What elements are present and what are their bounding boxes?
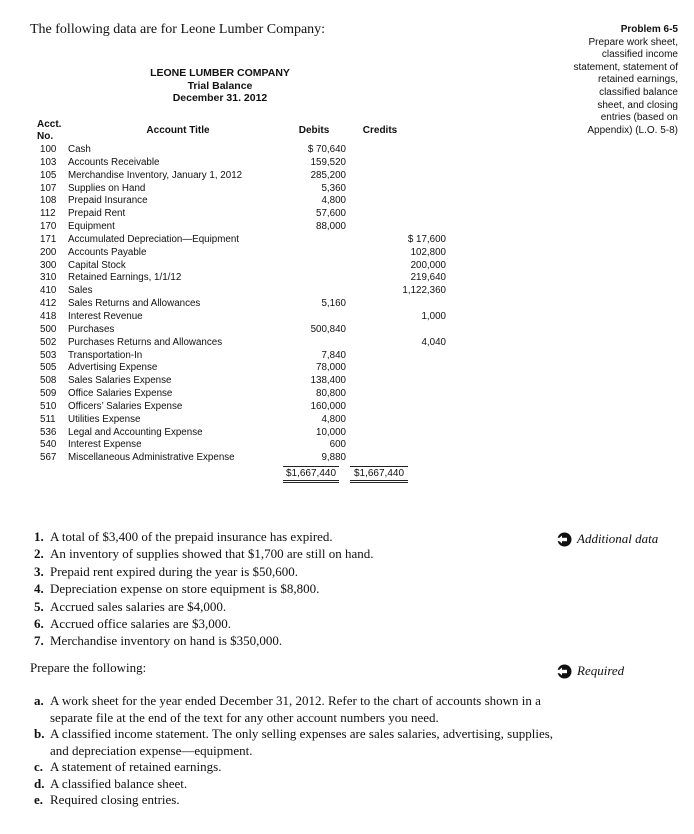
account-number: 410 (40, 285, 57, 297)
item-text: Accrued sales salaries are $4,000. (50, 598, 227, 614)
account-number: 508 (40, 375, 57, 387)
table-row (40, 144, 410, 157)
list-item (34, 528, 454, 545)
table-row (40, 246, 446, 260)
item-number: 1. (34, 529, 44, 544)
credit-amount: 4,040 (421, 336, 446, 348)
table-row (40, 183, 410, 196)
report-date: December 31. 2012 (172, 92, 268, 104)
debit-amount: 57,600 (316, 208, 346, 220)
credit-total: $1,667,440 (350, 466, 408, 483)
account-number: 171 (40, 233, 57, 245)
item-text: An inventory of supplies showed that $1,700 are still on hand. (50, 546, 374, 562)
debit-amount: 600 (329, 439, 346, 451)
item-number: 6. (34, 616, 44, 632)
required-tag (556, 663, 624, 679)
debit-amount: 5,160 (321, 298, 346, 310)
table-row (40, 157, 410, 170)
problem-sidebar (572, 24, 678, 137)
item-letter: a. (34, 693, 44, 708)
acct-header-line2: No. (37, 131, 54, 142)
credit-amount: 219,640 (410, 272, 446, 284)
account-title: Cash (68, 144, 91, 155)
account-number: 540 (40, 439, 57, 451)
debit-amount: 9,880 (321, 452, 346, 464)
table-row (40, 350, 410, 363)
account-number: 567 (40, 452, 57, 464)
account-title: Prepaid Rent (68, 208, 126, 220)
debit-amount: 160,000 (310, 400, 346, 412)
account-number: 511 (40, 413, 56, 425)
account-title: Advertising Expense (68, 362, 158, 374)
account-title: Prepaid Insurance (68, 195, 148, 207)
item-number: 4. (34, 581, 44, 597)
credit-amount: 200,000 (410, 259, 446, 271)
table-row (40, 414, 410, 427)
account-title: Sales (68, 285, 93, 297)
account-title: Interest Revenue (68, 310, 143, 322)
account-number: 510 (40, 400, 57, 412)
list-item (34, 792, 554, 809)
item-text: Accrued office salaries are $3,000. (50, 616, 231, 632)
account-number: 105 (40, 169, 57, 181)
account-title: Interest Expense (68, 439, 142, 451)
table-row (40, 170, 410, 183)
table-row (40, 336, 446, 350)
debit-amount: 80,800 (316, 388, 346, 400)
table-row (40, 233, 446, 247)
account-title-header: Account Title (146, 125, 210, 136)
prepare-heading: Prepare the following: (30, 660, 147, 675)
account-number: 300 (40, 259, 57, 271)
item-letter: b. (34, 726, 45, 741)
table-row (40, 310, 446, 324)
debit-amount: 138,400 (310, 375, 346, 387)
item-number: 7. (34, 633, 44, 649)
debits-header: Debits (298, 125, 330, 136)
table-row (40, 401, 410, 414)
debit-amount: 4,800 (321, 195, 346, 207)
account-title: Capital Stock (68, 259, 126, 271)
account-title: Accounts Payable (68, 246, 147, 258)
item-letter: d. (34, 775, 45, 791)
account-number: 310 (40, 272, 57, 284)
item-number: 2. (34, 546, 44, 562)
account-title: Officers’ Salaries Expense (68, 400, 183, 412)
account-number: 505 (40, 362, 57, 374)
table-row (40, 452, 410, 465)
account-number: 536 (40, 426, 57, 438)
list-item (34, 759, 554, 776)
debit-amount: 7,840 (321, 349, 346, 361)
item-text: Merchandise inventory on hand is $350,000. (50, 633, 283, 649)
credit-amount: 1,122,360 (402, 285, 446, 297)
account-number: 412 (40, 298, 57, 310)
item-text: Required closing entries. (50, 792, 180, 807)
item-number: 3. (34, 563, 44, 579)
credit-amount: $ 17,600 (407, 233, 446, 245)
account-title: Purchases Returns and Allowances (68, 336, 223, 348)
debit-amount: 159,520 (310, 156, 346, 168)
acct-no-header (37, 119, 61, 143)
intro-text: The following data are for Leone Lumber Company: (30, 22, 326, 37)
arrow-circle-icon (556, 664, 573, 679)
list-item (34, 580, 454, 597)
table-row (40, 375, 410, 388)
table-row (40, 298, 410, 311)
debit-amount: 78,000 (316, 362, 346, 374)
account-title: Retained Earnings, 1/1/12 (68, 272, 182, 284)
item-text: A total of $3,400 of the prepaid insurance has expired. (50, 529, 333, 544)
table-row (40, 221, 410, 234)
required-label: Required (577, 663, 625, 678)
table-row (40, 388, 410, 401)
account-number: 112 (40, 208, 56, 220)
item-text: Prepaid rent expired during the year is $50,600. (50, 563, 299, 579)
list-item (34, 563, 454, 580)
account-title: Purchases (68, 323, 115, 335)
list-item (34, 632, 454, 649)
table-row (40, 439, 410, 452)
table-row (40, 324, 410, 337)
table-row (40, 272, 446, 285)
account-number: 100 (40, 144, 57, 155)
required-list (34, 693, 554, 809)
item-letter: e. (34, 792, 44, 807)
table-row (40, 259, 446, 273)
additional-data-label: Additional data (577, 531, 659, 546)
list-item (34, 693, 554, 726)
account-number: 503 (40, 349, 57, 361)
item-text: Depreciation expense on store equipment is $8,800. (50, 581, 320, 597)
list-item (34, 776, 554, 793)
debit-amount: 5,360 (321, 182, 346, 194)
company-name: LEONE LUMBER COMPANY (150, 67, 290, 79)
item-text: A classified balance sheet. (50, 775, 188, 791)
report-name: Trial Balance (187, 79, 253, 92)
account-title: Legal and Accounting Expense (68, 426, 203, 438)
credits-header: Credits (362, 125, 398, 136)
debit-amount: 285,200 (310, 169, 346, 181)
account-title: Supplies on Hand (68, 182, 146, 194)
acct-header-line1: Acct. (37, 119, 62, 130)
debit-amount: 4,800 (321, 413, 346, 425)
additional-data-list (34, 528, 454, 650)
credit-amount: 1,000 (421, 310, 446, 322)
credit-amount: 102,800 (410, 246, 446, 258)
problem-description: Prepare work sheet, classified income statement, statement of retained earnings, classified balance sheet, and closing entries (based on Appendix) (L.O. 5-8) (573, 36, 678, 136)
list-item (34, 726, 554, 759)
account-title: Accounts Receivable (68, 156, 160, 168)
account-title: Sales Returns and Allowances (68, 298, 201, 310)
trial-balance-table (40, 144, 446, 465)
additional-data-tag (556, 531, 658, 547)
account-title: Equipment (68, 221, 115, 233)
table-row (40, 362, 410, 375)
account-title: Utilities Expense (68, 413, 141, 425)
account-number: 107 (40, 182, 57, 194)
list-item (34, 545, 454, 562)
account-number: 509 (40, 388, 57, 400)
account-title: Transportation-In (68, 349, 143, 361)
debit-amount: 88,000 (316, 221, 346, 233)
debit-amount: 500,840 (310, 323, 346, 335)
totals-row (283, 466, 409, 481)
debit-total: $1,667,440 (283, 466, 339, 483)
debit-amount: $ 70,640 (307, 144, 346, 155)
account-number: 108 (40, 195, 57, 207)
account-number: 103 (40, 156, 57, 168)
item-number: 5. (34, 598, 44, 614)
account-title: Sales Salaries Expense (68, 375, 172, 387)
account-title: Merchandise Inventory, January 1, 2012 (68, 169, 243, 181)
item-text: A classified income statement. The only selling expenses are sales salaries, advertising, supplies, and depreciation expense—equipment. (50, 726, 554, 758)
account-number: 170 (40, 221, 57, 233)
account-number: 502 (40, 336, 57, 348)
item-text: A work sheet for the year ended December 31, 2012. Refer to the chart of accounts shown in a separate file at the end of the text for any other account numbers you need. (50, 693, 541, 725)
arrow-circle-icon (556, 532, 573, 547)
list-item (34, 598, 454, 615)
table-row (40, 427, 410, 440)
account-title: Accumulated Depreciation—Equipment (68, 233, 239, 245)
statement-heading (110, 67, 330, 105)
table-row (40, 208, 410, 221)
item-letter: c. (34, 759, 44, 774)
account-number: 500 (40, 323, 57, 335)
table-row (40, 195, 410, 208)
item-text: A statement of retained earnings. (50, 759, 222, 774)
debit-amount: 10,000 (316, 426, 346, 438)
list-item (34, 615, 454, 632)
account-number: 418 (40, 310, 57, 322)
account-title: Office Salaries Expense (68, 388, 173, 400)
problem-number: Problem 6-5 (620, 24, 678, 35)
table-row (40, 285, 446, 298)
account-number: 200 (40, 246, 57, 258)
account-title: Miscellaneous Administrative Expense (68, 452, 235, 464)
